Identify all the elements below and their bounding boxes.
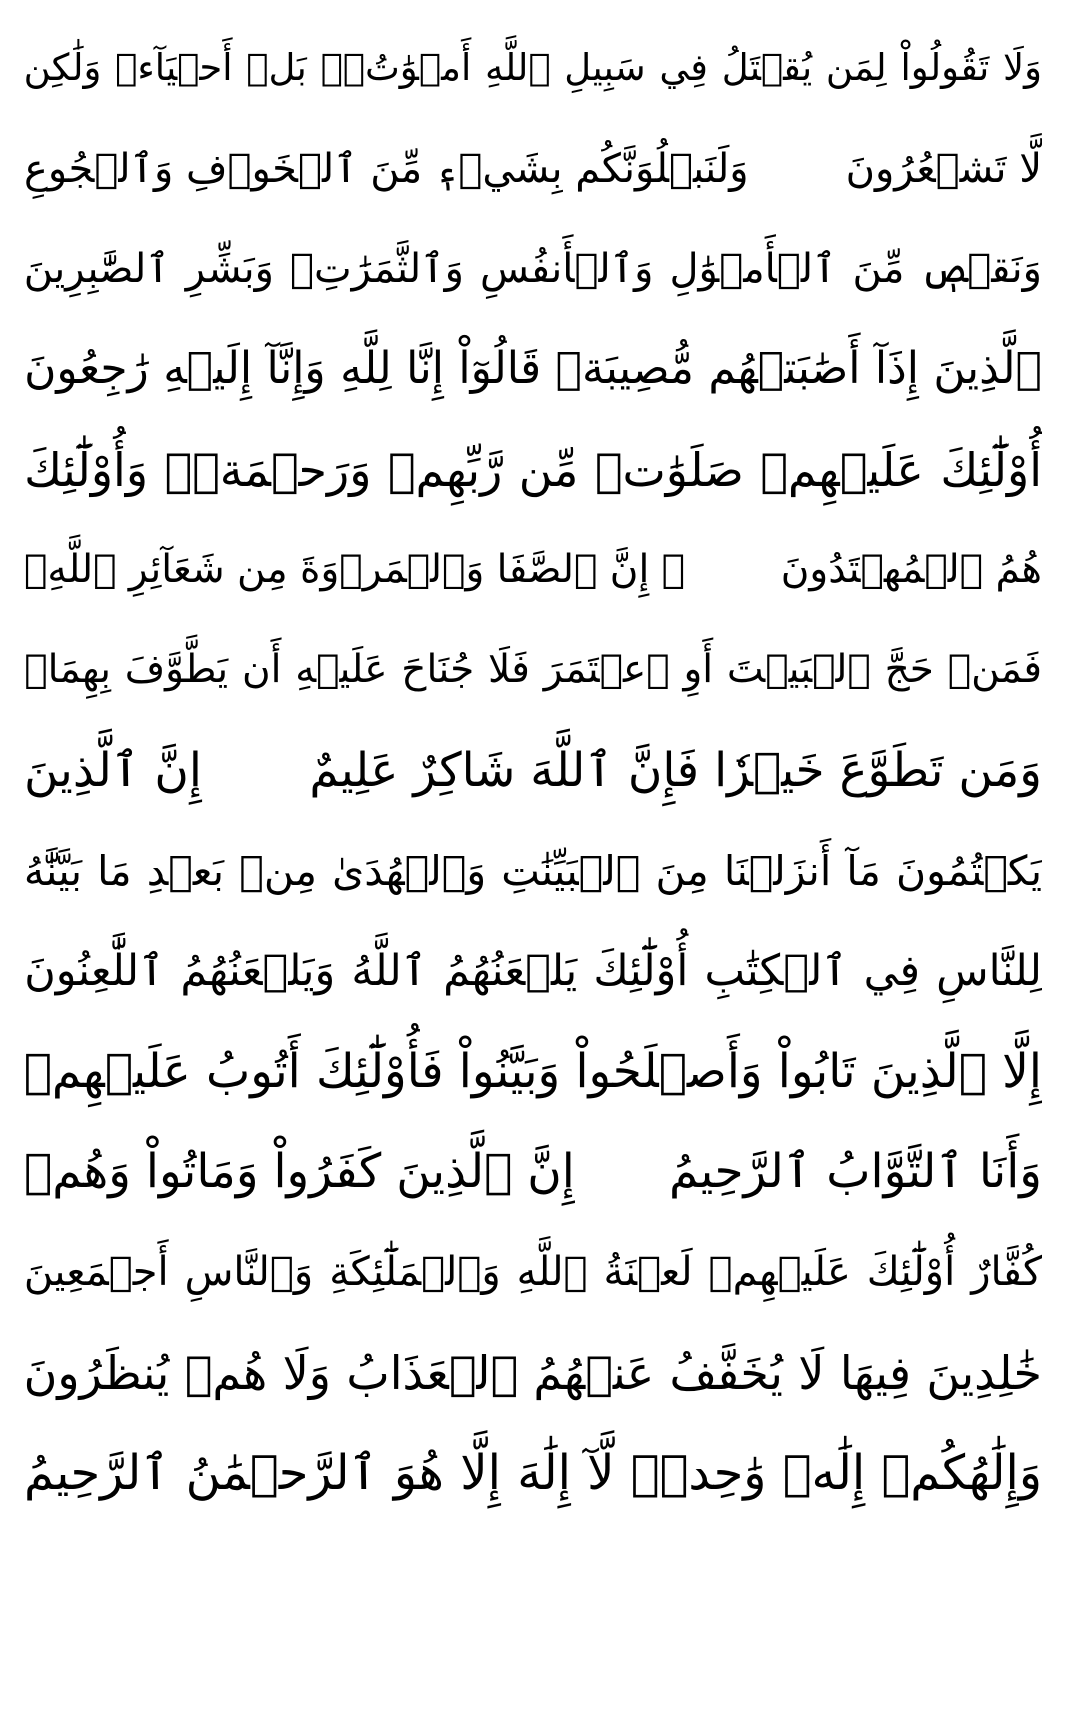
text-line-5	[24, 420, 1042, 521]
line-13-text: كُفَّارٌ أُوْلَٰٓئِكَ عَلَيۡهِمۡ لَعۡنَةُ ٱللَّهِ وَٱلۡمَلَٰٓئِكَةِ وَٱلنَّاسِ أَجۡمَعِينَ	[24, 1249, 1042, 1295]
text-line-11	[24, 1022, 1042, 1123]
line-12-text-start: وَأَنَا ٱلتَّوَّابُ ٱلرَّحِيمُ	[669, 1144, 1042, 1199]
line-9-text: يَكۡتُمُونَ مَآ أَنزَلۡنَا مِنَ ٱلۡبَيِّنَٰتِ وَٱلۡهُدَىٰ مِنۢ بَعۡدِ مَا بَيَّنَّٰهُ	[24, 846, 1042, 895]
text-line-7	[24, 620, 1042, 721]
line-4-text: ٱلَّذِينَ إِذَآ أَصَٰبَتۡهُم مُّصِيبَةٞ قَالُوٓاْ إِنَّا لِلَّهِ وَإِنَّآ إِلَيۡهِ رَٰجِعُونَ	[24, 343, 1042, 394]
line-5-text: أُوْلَٰٓئِكَ عَلَيۡهِمۡ صَلَوَٰتٞ مِّن رَّبِّهِمۡ وَرَحۡمَةٞۖ وَأُوْلَٰٓئِكَ	[24, 442, 1042, 497]
text-line-1	[24, 18, 1042, 119]
text-line-12	[24, 1122, 1042, 1222]
line-12-text-end: إِنَّ ٱلَّذِينَ كَفَرُواْ وَمَاتُواْ وَهُمۡ	[24, 1144, 575, 1199]
line-15-text: وَإِلَٰهُكُمۡ إِلَٰهٞ وَٰحِدٞۖ لَّآ إِلَٰهَ إِلَّا هُوَ ٱلرَّحۡمَٰنُ ٱلرَّحِيمُ	[24, 1445, 1042, 1501]
line-11-text: إِلَّا ٱلَّذِينَ تَابُواْ وَأَصۡلَحُواْ وَبَيَّنُواْ فَأُوْلَٰٓئِكَ أَتُوبُ عَلَيۡهِمۡ	[24, 1043, 1042, 1099]
line-2-text-start: لَّا تَشۡعُرُونَ	[845, 145, 1042, 192]
line-7-text: فَمَنۡ حَجَّ ٱلۡبَيۡتَ أَوِ ٱعۡتَمَرَ فَلَا جُنَاحَ عَلَيۡهِ أَن يَطَّوَّفَ بِهِمَاۚ	[24, 647, 1042, 692]
verse-lines	[24, 18, 1042, 1524]
line-1-text: وَلَا تَقُولُواْ لِمَن يُقۡتَلُ فِي سَبِيلِ ٱللَّهِ أَمۡوَٰتُۢۚ بَلۡ أَحۡيَآءٞ وَلَٰكِن	[24, 46, 1042, 89]
line-2-text-end: وَلَنَبۡلُوَنَّكُم بِشَيۡءٖ مِّنَ ٱلۡخَوۡفِ وَٱلۡجُوعِ	[24, 145, 749, 192]
line-3-text: وَنَقۡصٖ مِّنَ ٱلۡأَمۡوَٰلِ وَٱلۡأَنفُسِ وَٱلثَّمَرَٰتِۗ وَبَشِّرِ ٱلصَّٰبِرِينَ	[24, 245, 1042, 292]
line-6-text-end: ۞ إِنَّ ٱلصَّفَا وَٱلۡمَرۡوَةَ مِن شَعَآئِرِ ٱللَّهِۖ	[24, 547, 686, 592]
text-line-10	[24, 921, 1042, 1022]
line-14-text: خَٰلِدِينَ فِيهَا لَا يُخَفَّفُ عَنۡهُمُ ٱلۡعَذَابُ وَلَا هُمۡ يُنظَرُونَ	[24, 1345, 1042, 1400]
text-line-2	[24, 119, 1042, 219]
text-line-3	[24, 219, 1042, 320]
line-8-text-end: إِنَّ ٱلَّذِينَ	[24, 742, 202, 798]
text-line-4	[24, 319, 1042, 420]
line-8-text-start: وَمَن تَطَوَّعَ خَيۡرٗا فَإِنَّ ٱللَّهَ شَاكِرٌ عَلِيمٌ	[309, 742, 1042, 798]
text-line-9	[24, 821, 1042, 922]
text-line-15	[24, 1423, 1042, 1524]
text-line-6	[24, 520, 1042, 620]
text-line-13	[24, 1222, 1042, 1323]
text-line-14	[24, 1323, 1042, 1424]
text-line-8	[24, 721, 1042, 821]
line-6-text-start: هُمُ ٱلۡمُهۡتَدُونَ	[780, 547, 1042, 592]
line-10-text: لِلنَّاسِ فِي ٱلۡكِتَٰبِ أُوْلَٰٓئِكَ يَلۡعَنُهُمُ ٱللَّهُ وَيَلۡعَنُهُمُ ٱللَّٰعِنُونَ	[24, 946, 1042, 996]
